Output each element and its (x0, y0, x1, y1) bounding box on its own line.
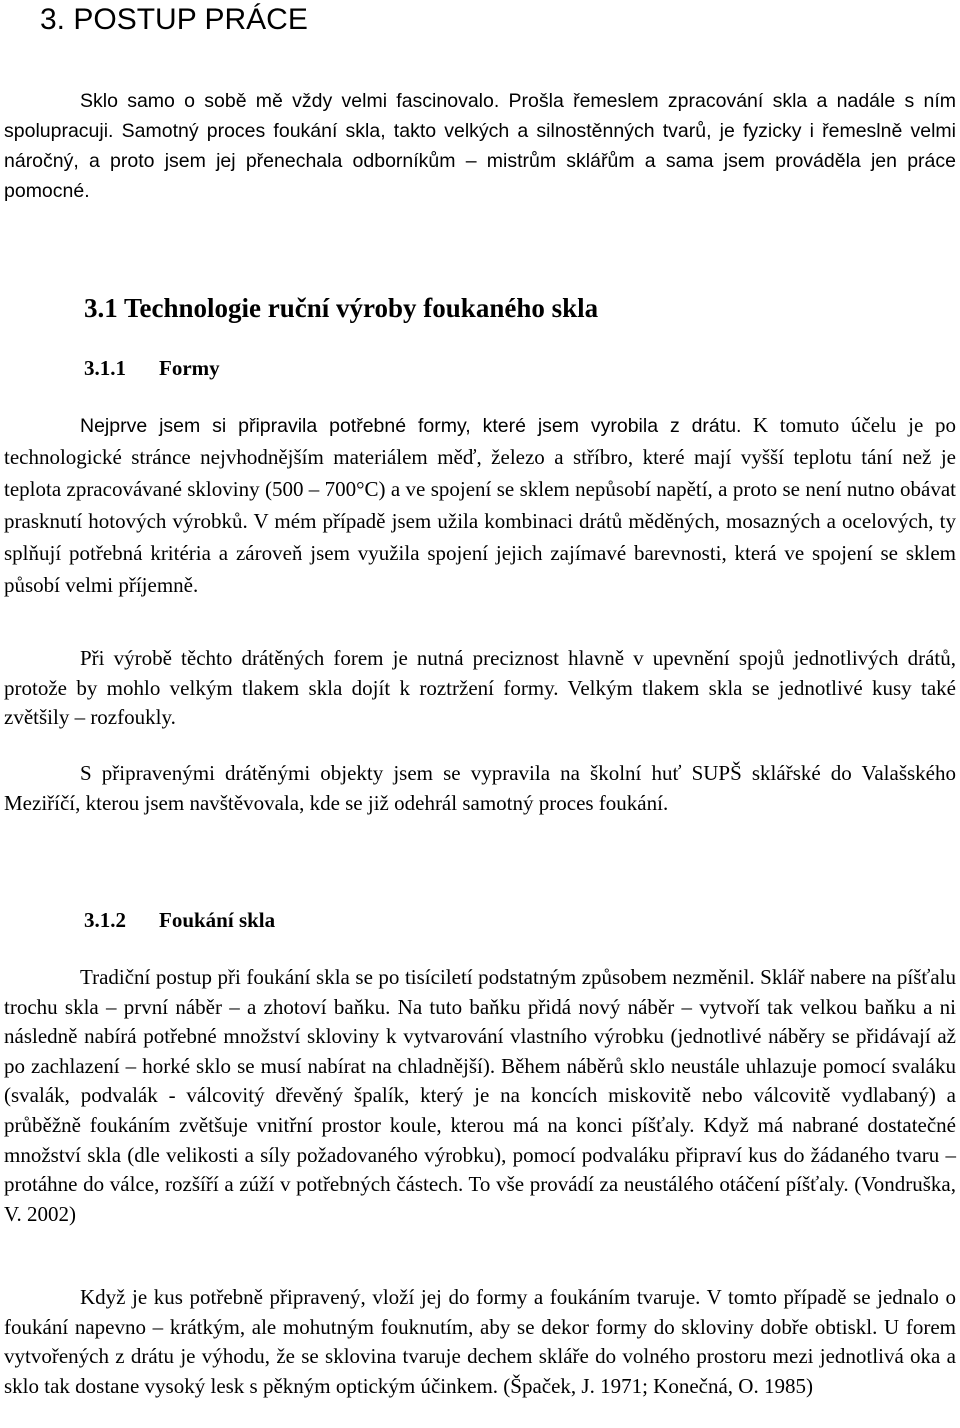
subsection-number: 3.1.1 (84, 356, 126, 380)
chapter-heading: 3. POSTUP PRÁCE (40, 3, 308, 36)
subsection-title: Foukání skla (159, 908, 276, 932)
foukani-paragraph-2: Když je kus potřebně připravený, vloží jej do formy a foukáním tvaruje. V tomto případě se jednalo o foukání napevno – krátkým, ale mohutným fouknutím, aby se dekor formy do skloviny dobře obtiskl. U forem vytvořených z drátu je výhodu, že se sklovina tvaruje dechem skláře do volného prostoru mezi jednotlivá oka a sklo tak dostane vysoký lesk s pěkným optickým účinkem. (Špaček, J. 1971; Konečná, O. 1985) (4, 1285, 956, 1398)
subsection-heading-foukani (84, 906, 275, 934)
subsection-title: Formy (159, 356, 220, 380)
formy-paragraph-3: S připravenými drátěnými objekty jsem se vypravila na školní huť SUPŠ sklářské do Valašského Meziříčí, kterou jsem navštěvovala, kde se již odehrál samotný proces foukání. (4, 761, 956, 815)
formy-paragraph-2: Při výrobě těchto drátěných forem je nutná preciznost hlavně v upevnění spojů jednotlivých drátů, protože by mohlo velkým tlakem skla dojít k roztržení formy. Velkým tlakem skla se jednotlivé kusy také zvětšily – rozfoukly. (4, 646, 956, 730)
foukani-paragraph-1: Tradiční postup při foukání skla se po tisíciletí podstatným způsobem nezměnil. Sklář nabere na píšťalu trochu skla – první náběr – a zhotoví baňku. Na tuto baňku přidá nový náběr – vytvoří tak velkou baňku a ni následně nabírá potřebné množství skloviny k vytvarování vlastního výrobku (jednotlivé náběry se přidávají až po zachlazení – horké sklo se musí nabírat na chladnější). Během náběrů sklo neustále uhlazuje pomocí svaláku (svalák, podvalák - válcovitý dřevěný špalík, který je na koncích miskovitě nebo válcovitě vydlabaný) a průběžně foukáním zvětšuje vnitřní prostor koule, kterou má na konci píšťaly. Když má nabrané dostatečné množství skla (dle velikosti a síly požadovaného výrobku), pomocí podvaláku připraví kus do žádaného tvaru – protáhne do válce, rozšíří a zúží v potřebných částech. To vše provádí za neustálého otáčení píšťaly. (Vondruška, V. 2002) (4, 965, 956, 1226)
subsection-number: 3.1.2 (84, 908, 126, 932)
formy-paragraph-1-sans-part: Nejprve jsem si připravila potřebné formy, které jsem vyrobila z drátu. (80, 415, 742, 437)
section-heading-3-1: 3.1 Technologie ruční výroby foukaného skla (84, 293, 599, 323)
formy-paragraph-1 (4, 410, 956, 602)
subsection-heading-formy (84, 354, 220, 382)
intro-paragraph: Sklo samo o sobě mě vždy velmi fascinovalo. Prošla řemeslem zpracování skla a nadále s ním spolupracuji. Samotný proces foukání skla, takto velkých a silnostěnných tvarů, je fyzicky i řemeslně velmi náročný, a proto jsem jej přenechala odborníkům – mistrům sklářům a sama jsem prováděla jen práce pomocné. (4, 90, 956, 202)
formy-paragraph-1-serif-part: K tomuto účelu je po technologické stránce nejvhodnějším materiálem měď, železo a stříbro, které mají vyšší teplotu tání než je teplota zpracovávané skloviny (500 – 700°C) a ve spojení se sklem nepůsobí napětí, a proto se není nutno obávat prasknutí hotových výrobků. V mém případě jsem užila kombinaci drátů měděných, mosazných a ocelových, ty splňují potřebná kritéria a zároveň jsem využila spojení jejich zajímavé barevnosti, která ve spojení se sklem působí velmi příjemně. (4, 413, 956, 597)
